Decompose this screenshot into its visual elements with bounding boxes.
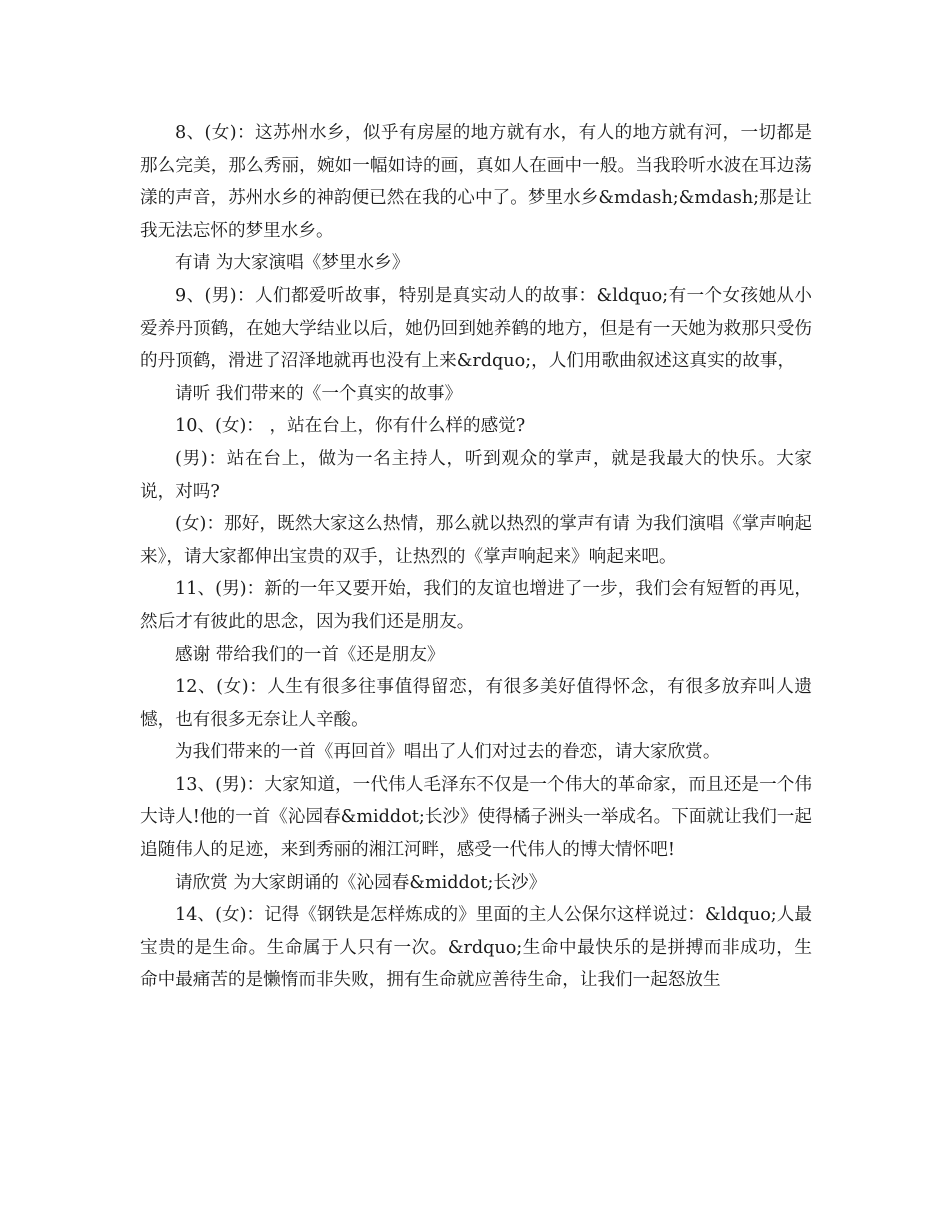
paragraph-11-male: 11、(男)：新的一年又要开始，我们的友谊也增进了一步，我们会有短暂的再见，然后才有彼此的思念，因为我们还是朋友。 [140,579,812,632]
paragraph-invite-dream-water-town: 有请 为大家演唱《梦里水乡》 [175,253,410,274]
paragraph-invite-changsha: 请欣赏 为大家朗诵的《沁园春&middot;长沙》 [175,872,547,893]
paragraph-9-male: 9、(男)：人们都爱听故事，特别是真实动人的故事：&ldquo;有一个女孩她从小爱养丹顶鹤，在她大学结业以后，她仍回到她养鹤的地方，但是有一天她为救那只受伤的丹顶鹤，滑进了沼泽地就再也没有上来&rdquo;，人们用歌曲叙述这真实的故事， [140,285,812,372]
paragraph-look-back: 为我们带来的一首《再回首》唱出了人们对过去的眷恋，请大家欣赏。 [175,742,721,763]
paragraph-invite-true-story: 请听 我们带来的《一个真实的故事》 [175,383,463,404]
paragraph-10-female: 10、(女)： ，站在台上，你有什么样的感觉? [175,416,526,437]
paragraph-13-male: 13、(男)：大家知道，一代伟人毛泽东不仅是一个伟大的革命家，而且还是一个伟大诗人!他的一首《沁园春&middot;长沙》使得橘子洲头一举成名。下面就让我们一起追随伟人的足迹，来到秀丽的湘江河畔，感受一代伟人的博大情怀吧! [140,774,812,861]
paragraph-thanks-still-friends: 感谢 带给我们的一首《还是朋友》 [175,644,445,665]
paragraph-8-female: 8、(女)：这苏州水乡，似乎有房屋的地方就有水，有人的地方就有河，一切都是那么完美，那么秀丽，婉如一幅如诗的画，真如人在画中一般。当我聆听水波在耳边荡漾的声音，苏州水乡的神韵便已然在我的心中了。梦里水乡&mdash;&mdash;那是让我无法忘怀的梦里水乡。 [140,123,812,241]
document-body [140,117,812,997]
paragraph-12-female: 12、(女)：人生有很多往事值得留恋，有很多美好值得怀念，有很多放弃叫人遗憾，也有很多无奈让人辛酸。 [140,677,812,730]
paragraph-10-female-applause: (女)：那好，既然大家这么热情，那么就以热烈的掌声有请 为我们演唱《掌声响起来》，请大家都伸出宝贵的双手，让热烈的《掌声响起来》响起来吧。 [140,514,812,567]
paragraph-10-male-reply: (男)：站在台上，做为一名主持人，听到观众的掌声，就是我最大的快乐。大家说，对吗? [140,448,812,502]
paragraph-14-female: 14、(女)：记得《钢铁是怎样炼成的》里面的主人公保尔这样说过：&ldquo;人最宝贵的是生命。生命属于人只有一次。&rdquo;生命中最快乐的是拼搏而非成功，生命中最痛苦的是懒惰而非失败，拥有生命就应善待生命，让我们一起怒放生 [140,905,812,991]
